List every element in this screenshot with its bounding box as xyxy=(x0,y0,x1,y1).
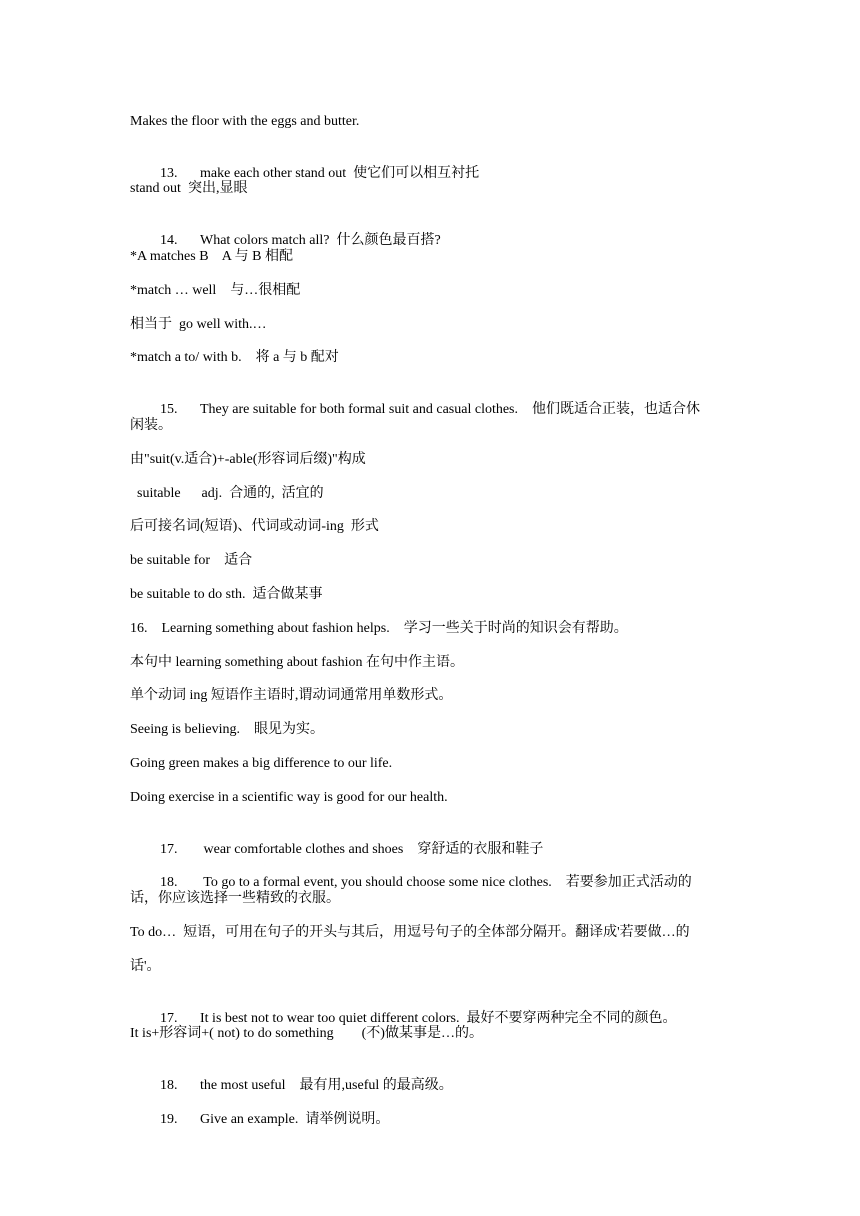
item-number: 14. xyxy=(160,233,178,248)
item-text: wear comfortable clothes and shoes 穿舒适的衣服和鞋子 xyxy=(200,842,544,857)
item-text: Give an example. 请举例说明。 xyxy=(200,1112,390,1127)
text-line: 话，你应该选择一些精致的衣服。 xyxy=(130,891,340,906)
text-line: be suitable to do sth. 适合做某事 xyxy=(130,587,323,602)
item-text: They are suitable for both formal suit and casual clothes. 他们既适合正装，也适合休 xyxy=(200,402,701,417)
text-line: 16. Learning something about fashion helps. 学习一些关于时尚的知识会有帮助。 xyxy=(130,621,628,636)
item-number: 13. xyxy=(160,166,178,181)
text-line: Going green makes a big difference to our life. xyxy=(130,756,393,771)
text-line: 由"suit(v.适合)+-able(形容词后缀)"构成 xyxy=(130,452,366,467)
text-line: Seeing is believing. 眼见为实。 xyxy=(130,722,325,737)
item-text: To go to a formal event, you should choose some nice clothes. 若要参加正式活动的 xyxy=(200,875,692,890)
text-line: be suitable for 适合 xyxy=(130,553,253,568)
item-number: 17. xyxy=(160,1011,178,1026)
text-line: 后可接名词(短语)、代词或动词-ing 形式 xyxy=(130,519,379,534)
text-line: *match a to/ with b. 将 a 与 b 配对 xyxy=(130,350,339,365)
item-text: the most useful 最有用,useful 的最高级。 xyxy=(200,1078,453,1093)
text-line: *match … well 与…很相配 xyxy=(130,283,301,298)
text-line: 相当于 go well with.… xyxy=(130,317,267,332)
text-line: To do… 短语，可用在句子的开头与其后，用逗号句子的全体部分隔开。翻译成'若要做…的 xyxy=(130,925,690,940)
text-line: Doing exercise in a scientific way is good for our health. xyxy=(130,790,448,805)
text-line: It is+形容词+( not) to do something (不)做某事是…的。 xyxy=(130,1026,483,1041)
item-number: 19. xyxy=(160,1112,178,1127)
text-line: stand out 突出,显眼 xyxy=(130,181,248,196)
item-text: make each other stand out 使它们可以相互衬托 xyxy=(200,166,480,181)
item-text: It is best not to wear too quiet different colors. 最好不要穿两种完全不同的颜色。 xyxy=(200,1011,677,1026)
text-line: suitable adj. 合通的, 活宜的 xyxy=(130,486,324,501)
text-line: 话'。 xyxy=(130,959,161,974)
text-line: 闲装。 xyxy=(130,418,172,433)
item-text: What colors match all? 什么颜色最百搭? xyxy=(200,233,441,248)
text-line: *A matches B A 与 B 相配 xyxy=(130,249,293,264)
item-number: 17. xyxy=(160,842,178,857)
item-number: 18. xyxy=(160,875,178,890)
text-line: Makes the floor with the eggs and butter. xyxy=(130,114,360,129)
numbered-item xyxy=(146,1093,756,1147)
item-number: 15. xyxy=(160,402,178,417)
text-line: 本句中 learning something about fashion 在句中作主语。 xyxy=(130,655,465,670)
item-number: 18. xyxy=(160,1078,178,1093)
text-line: 单个动词 ing 短语作主语时,谓动词通常用单数形式。 xyxy=(130,688,453,703)
